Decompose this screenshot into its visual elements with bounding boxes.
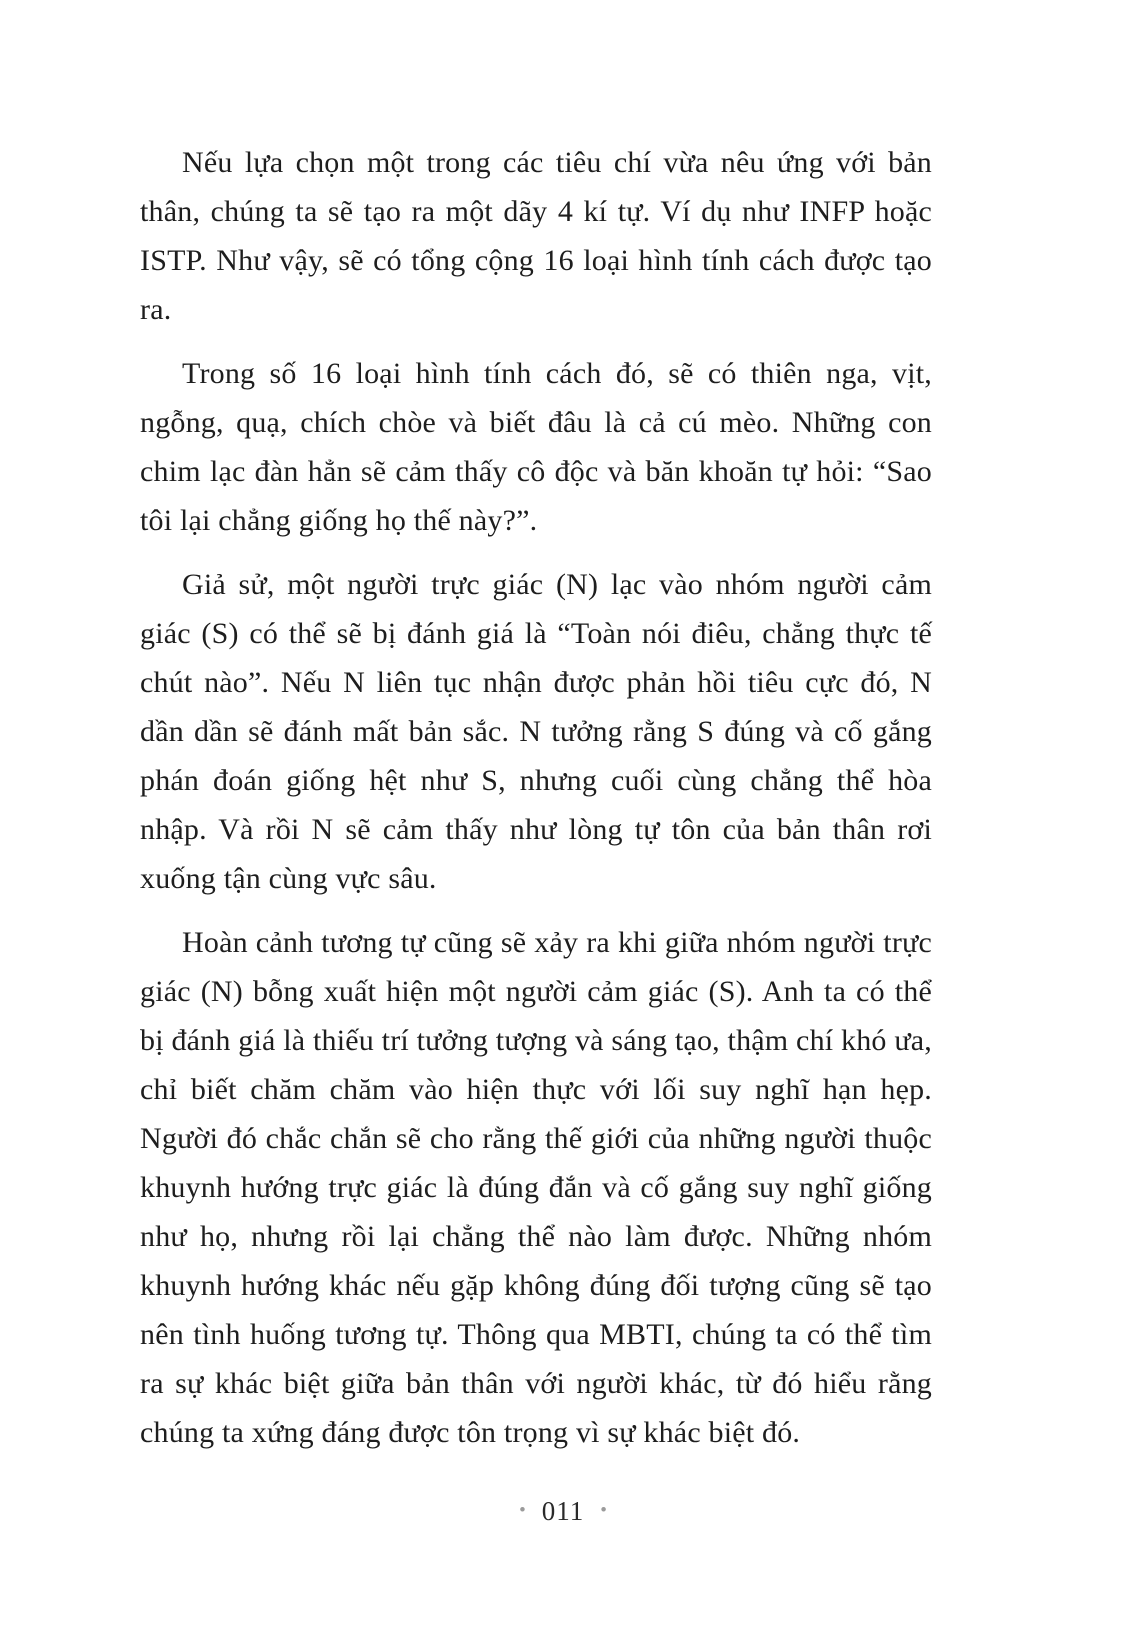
page-footer	[0, 1496, 1126, 1527]
paragraph-1: Nếu lựa chọn một trong các tiêu chí vừa nêu ứng với bản thân, chúng ta sẽ tạo ra một dãy 4 kí tự. Ví dụ như INFP hoặc ISTP. Như vậy, sẽ có tổng cộng 16 loại hình tính cách được tạo ra.	[140, 146, 932, 326]
page-content	[140, 138, 932, 1472]
footer-right-dot-icon: •	[600, 1499, 607, 1521]
footer-left-dot-icon: •	[519, 1499, 526, 1521]
paragraph-2: Trong số 16 loại hình tính cách đó, sẽ có thiên nga, vịt, ngỗng, quạ, chích chòe và biết đâu là cả cú mèo. Những con chim lạc đàn hẳn sẽ cảm thấy cô độc và băn khoăn tự hỏi: “Sao tôi lại chẳng giống họ thế này?”.	[140, 357, 932, 537]
page-number: 011	[541, 1496, 585, 1526]
paragraph-3: Giả sử, một người trực giác (N) lạc vào nhóm người cảm giác (S) có thể sẽ bị đánh giá là “Toàn nói điêu, chẳng thực tế chút nào”. Nếu N liên tục nhận được phản hồi tiêu cực đó, N dần dần sẽ đánh mất bản sắc. N tưởng rằng S đúng và cố gắng phán đoán giống hệt như S, nhưng cuối cùng chẳng thể hòa nhập. Và rồi N sẽ cảm thấy như lòng tự tôn của bản thân rơi xuống tận cùng vực sâu.	[140, 568, 932, 895]
paragraph-4: Hoàn cảnh tương tự cũng sẽ xảy ra khi giữa nhóm người trực giác (N) bỗng xuất hiện một người cảm giác (S). Anh ta có thể bị đánh giá là thiếu trí tưởng tượng và sáng tạo, thậm chí khó ưa, chỉ biết chăm chăm vào hiện thực với lối suy nghĩ hạn hẹp. Người đó chắc chắn sẽ cho rằng thế giới của những người thuộc khuynh hướng trực giác là đúng đắn và cố gắng suy nghĩ giống như họ, nhưng rồi lại chẳng thể nào làm được. Những nhóm khuynh hướng khác nếu gặp không đúng đối tượng cũng sẽ tạo nên tình huống tương tự. Thông qua MBTI, chúng ta có thể tìm ra sự khác biệt giữa bản thân với người khác, từ đó hiểu rằng chúng ta xứng đáng được tôn trọng vì sự khác biệt đó.	[140, 926, 932, 1449]
